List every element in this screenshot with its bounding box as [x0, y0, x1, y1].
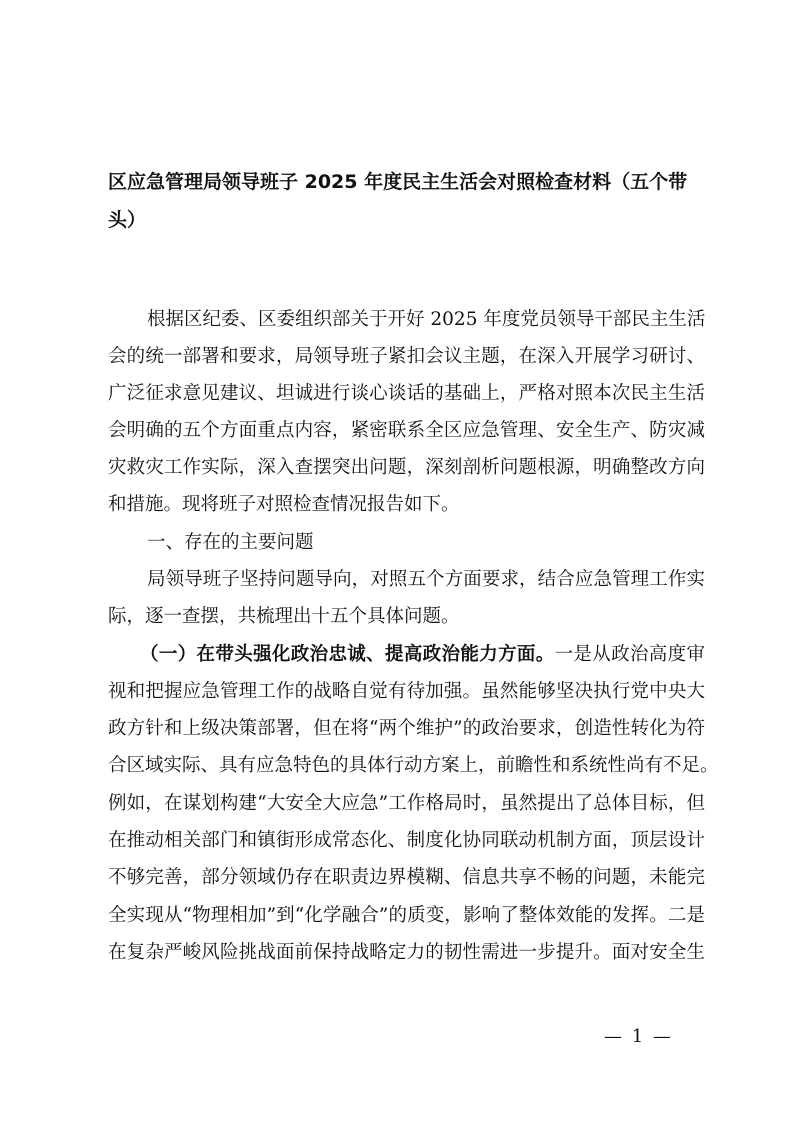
intro-line: 根据区纪委、区委组织部关于开好 2025 年度党员领导干部民主生活	[147, 309, 706, 330]
subsection-text: 一是从政治高度审	[554, 644, 705, 665]
subsection-line: 在推动相关部门和镇街形成常态化、制度化协同联动机制方面，顶层设计	[108, 830, 705, 851]
document-title-line-1: 区应急管理局领导班子 2025 年度民主生活会对照检查材料（五个带	[108, 171, 688, 193]
subsection-line: 在复杂严峻风险挑战面前保持战略定力的韧性需进一步提升。面对安全生	[108, 942, 705, 963]
subsection-line: 视和把握应急管理工作的战略自觉有待加强。虽然能够坚决执行党中央大	[108, 681, 705, 702]
subsection-line: 政方针和上级决策部署，但在将“两个维护”的政治要求，创造性转化为符	[108, 718, 705, 739]
subsection-line: 不够完善，部分领域仍存在职责边界模糊、信息共享不畅的问题，未能完	[108, 867, 705, 888]
intro-line: 广泛征求意见建议、坦诚进行谈心谈话的基础上，严格对照本次民主生活	[108, 383, 705, 404]
subsection-line: 合区域实际、具有应急特色的具体行动方案上，前瞻性和系统性尚有不足。	[108, 755, 719, 776]
page-number: — 1 —	[604, 1026, 673, 1047]
subsection-line: 全实现从“物理相加”到“化学融合”的质变，影响了整体效能的发挥。二是	[108, 905, 705, 926]
subsection-first-line	[140, 642, 705, 668]
intro-line: 会明确的五个方面重点内容，紧密联系全区应急管理、安全生产、防灾减	[108, 420, 705, 441]
subsection-line: 例如，在谋划构建“大安全大应急”工作格局时，虽然提出了总体目标，但	[108, 793, 705, 814]
intro-line: 会的统一部署和要求，局领导班子紧扣会议主题，在深入开展学习研讨、	[108, 346, 705, 367]
intro-line: 灾救灾工作实际，深入查摆突出问题，深刻剖析问题根源，明确整改方向	[108, 457, 705, 478]
document-title-line-2: 头）	[108, 209, 147, 231]
section-heading: 一、存在的主要问题	[147, 532, 314, 553]
intro-line: 和措施。现将班子对照检查情况报告如下。	[108, 494, 460, 515]
section-line: 际，逐一查摆，共梳理出十五个具体问题。	[108, 606, 460, 627]
subsection-heading: （一）在带头强化政治忠诚、提高政治能力方面。	[140, 644, 555, 665]
section-line: 局领导班子坚持问题导向，对照五个方面要求，结合应急管理工作实	[147, 569, 705, 590]
